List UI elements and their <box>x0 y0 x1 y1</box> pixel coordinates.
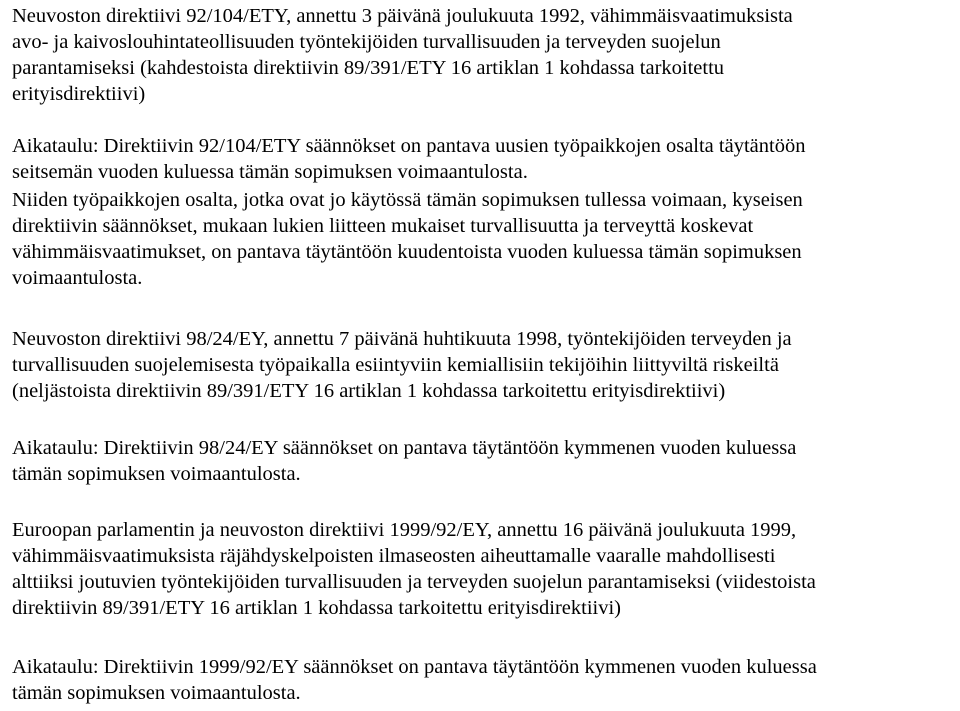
text-line: voimaantulosta. <box>12 267 143 289</box>
directive-92-104-schedule <box>12 133 805 185</box>
text-line: Neuvoston direktiivi 92/104/ETY, annettu 3 päivänä joulukuuta 1992, vähimmäisvaatimuksista <box>12 5 793 27</box>
text-line: Aikataulu: Direktiivin 98/24/EY säännökset on pantava täytäntöön kymmenen vuoden kuluessa <box>12 437 797 459</box>
text-line: direktiivin 89/391/ETY 16 artiklan 1 kohdassa tarkoitettu erityisdirektiivi) <box>12 597 621 619</box>
text-line: Neuvoston direktiivi 98/24/EY, annettu 7 päivänä huhtikuuta 1998, työntekijöiden terveyden ja <box>12 328 792 350</box>
text-line: avo- ja kaivoslouhintateollisuuden työntekijöiden turvallisuuden ja terveyden suojelun <box>12 31 721 53</box>
directive-98-24-schedule <box>12 435 796 487</box>
text-line: seitsemän vuoden kuluessa tämän sopimuksen voimaantulosta. <box>12 161 528 183</box>
text-line: tämän sopimuksen voimaantulosta. <box>12 463 301 485</box>
text-line: vähimmäisvaatimukset, on pantava täytäntöön kuudentoista vuoden kuluessa tämän sopimuksen <box>12 241 802 263</box>
text-line: direktiivin säännökset, mukaan lukien liitteen mukaiset turvallisuutta ja terveyttä koskevat <box>12 215 754 237</box>
text-line: tämän sopimuksen voimaantulosta. <box>12 682 301 704</box>
directive-98-24-title <box>12 326 792 404</box>
directive-92-104-title <box>12 3 793 107</box>
text-line: (neljästoista direktiivin 89/391/ETY 16 artiklan 1 kohdassa tarkoitettu erityisdirektiivi) <box>12 380 726 402</box>
text-line: parantamiseksi (kahdestoista direktiivin 89/391/ETY 16 artiklan 1 kohdassa tarkoitettu <box>12 57 725 79</box>
text-line: Aikataulu: Direktiivin 1999/92/EY säännökset on pantava täytäntöön kymmenen vuoden kuluessa <box>12 656 817 678</box>
text-line: erityisdirektiivi) <box>12 83 146 105</box>
text-line: alttiiksi joutuvien työntekijöiden turvallisuuden ja terveyden suojelun parantamiseksi (viidestoista <box>12 571 816 593</box>
text-line: Niiden työpaikkojen osalta, jotka ovat jo käytössä tämän sopimuksen tullessa voimaan, kyseisen <box>12 189 803 211</box>
text-line: turvallisuuden suojelemisesta työpaikalla esiintyviin kemiallisiin tekijöihin liittyviltä riskeiltä <box>12 354 779 376</box>
directive-1999-92-schedule <box>12 654 817 706</box>
directive-92-104-existing-workplaces <box>12 187 803 291</box>
text-line: Aikataulu: Direktiivin 92/104/ETY säännökset on pantava uusien työpaikkojen osalta täytäntöön <box>12 135 806 157</box>
text-line: vähimmäisvaatimuksista räjähdyskelpoisten ilmaseosten aiheuttamalle vaaralle mahdollisesti <box>12 545 776 567</box>
directive-1999-92-title <box>12 517 816 621</box>
text-line: Euroopan parlamentin ja neuvoston direktiivi 1999/92/EY, annettu 16 päivänä joulukuuta 1999, <box>12 519 797 541</box>
